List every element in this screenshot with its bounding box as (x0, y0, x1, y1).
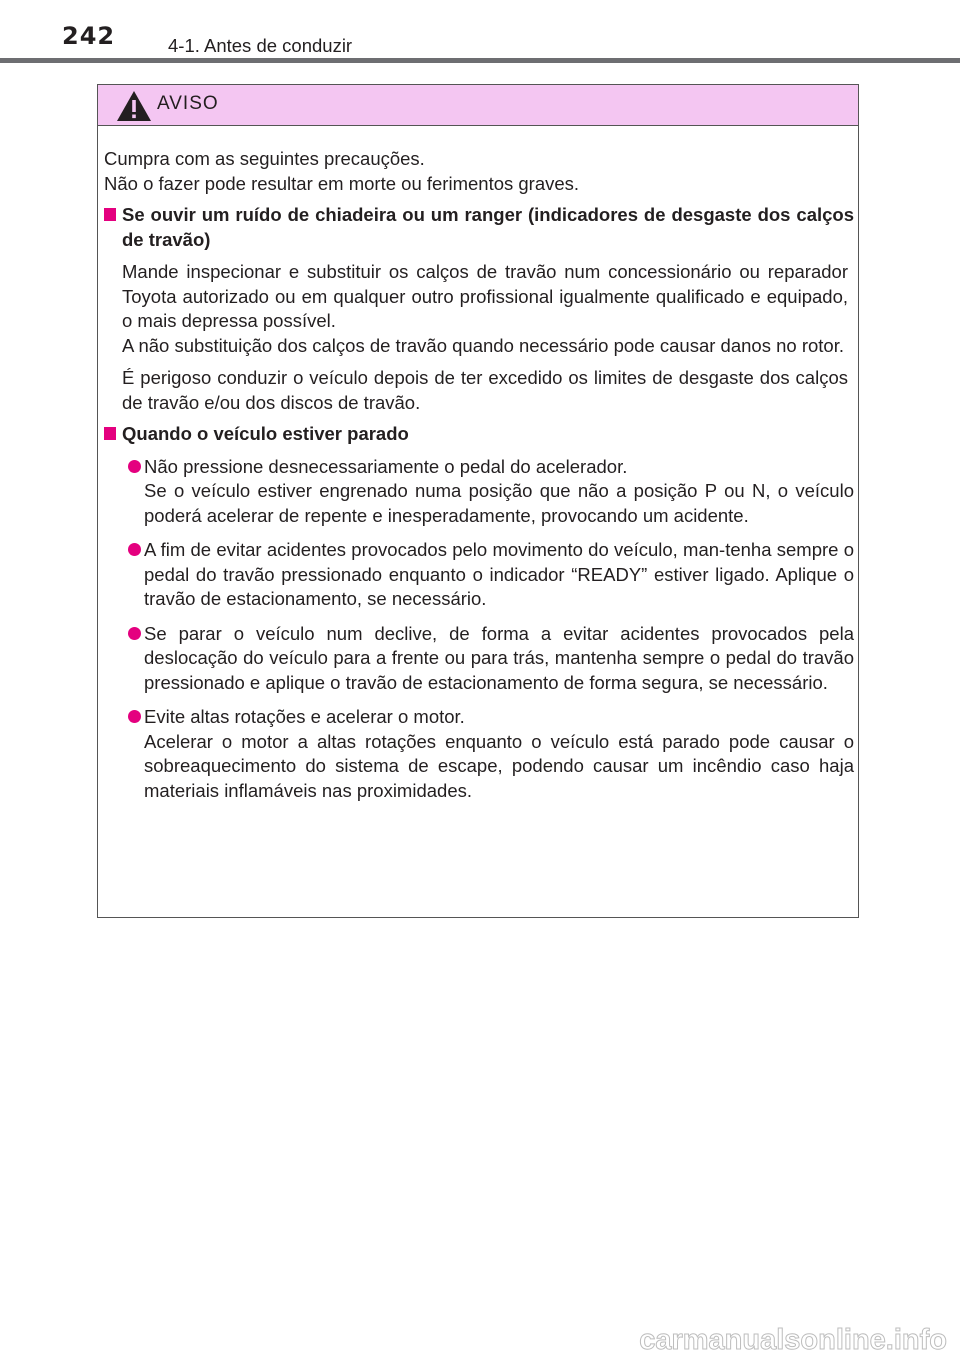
sub-item (122, 455, 854, 529)
item-heading: Quando o veículo estiver parado (122, 423, 409, 444)
warning-body (104, 147, 854, 803)
sub-item-line: A fim de evitar acidentes provocados pelo movimento do veículo, man-tenha sempre o pedal do travão pressionado enquanto o indicador “READY” estiver ligado. Aplique o travão de estacionamento, se necessário. (144, 539, 854, 609)
paragraph-line: A não substituição dos calços de travão quando necessário pode causar danos no rotor. (122, 334, 844, 356)
item-paragraph (122, 366, 848, 415)
warning-triangle-icon (116, 90, 152, 122)
warning-intro (104, 147, 854, 196)
warning-item-vehicle-stopped (104, 422, 854, 803)
sub-item-line: Se parar o veículo num declive, de forma a evitar acidentes provocados pela deslocação do veículo para a frente ou para trás, mantenha sempre o pedal do travão pressionado e aplique o travão de estacionamento de forma segura, se necessário. (144, 622, 854, 693)
round-bullet-icon (128, 627, 141, 640)
paragraph-line: É perigoso conduzir o veículo depois de ter excedido os limites de desgaste dos calços de travão e/ou dos discos de travão. (122, 367, 848, 413)
sub-item (122, 705, 854, 803)
sub-item-text (144, 622, 854, 696)
page-number: 242 (62, 22, 116, 50)
sub-item-text (144, 705, 854, 803)
round-bullet-icon (128, 710, 141, 723)
round-bullet-icon (128, 460, 141, 473)
warning-item-brake-pads (104, 203, 854, 415)
sub-item-line: Acelerar o motor a altas rotações enquanto o veículo está parado pode causar o sobreaquecimento do sistema de escape, podendo causar um incêndio caso haja materiais inflamáveis nas proximidades. (144, 730, 854, 801)
warning-box (97, 84, 859, 918)
sub-item (122, 622, 854, 696)
watermark-text: carmanualsonline.info (639, 1324, 947, 1356)
warning-header (98, 85, 858, 126)
intro-line: Cumpra com as seguintes precauções. (104, 148, 425, 169)
square-bullet-icon (104, 208, 116, 221)
sub-item-line: Se o veículo estiver engrenado numa posição que não a posição P ou N, o veículo poderá acelerar de repente e inesperadamente, provocando um acidente. (144, 480, 854, 526)
item-paragraph (122, 260, 848, 358)
section-title: 4-1. Antes de conduzir (168, 35, 353, 56)
page-header (0, 0, 960, 60)
sub-item-line: Não pressione desnecessariamente o pedal do acelerador. (144, 455, 628, 477)
sub-item-line: Evite altas rotações e acelerar o motor. (144, 706, 465, 727)
item-heading: Se ouvir um ruído de chiadeira ou um ranger (indicadores de desgaste dos calços de travão) (122, 204, 854, 250)
sub-item-text (144, 538, 854, 612)
intro-line: Não o fazer pode resultar em morte ou ferimentos graves. (104, 172, 580, 194)
paragraph-line: Mande inspecionar e substituir os calços de travão num concessionário ou reparador Toyota autorizado ou em qualquer outro profissional igualmente qualificado e equipado, o mais depressa possível. (122, 261, 848, 331)
sub-item-text (144, 455, 854, 529)
header-rule (0, 58, 960, 63)
sub-item (122, 538, 854, 612)
round-bullet-icon (128, 543, 141, 556)
warning-title: AVISO (157, 93, 219, 114)
square-bullet-icon (104, 427, 116, 440)
